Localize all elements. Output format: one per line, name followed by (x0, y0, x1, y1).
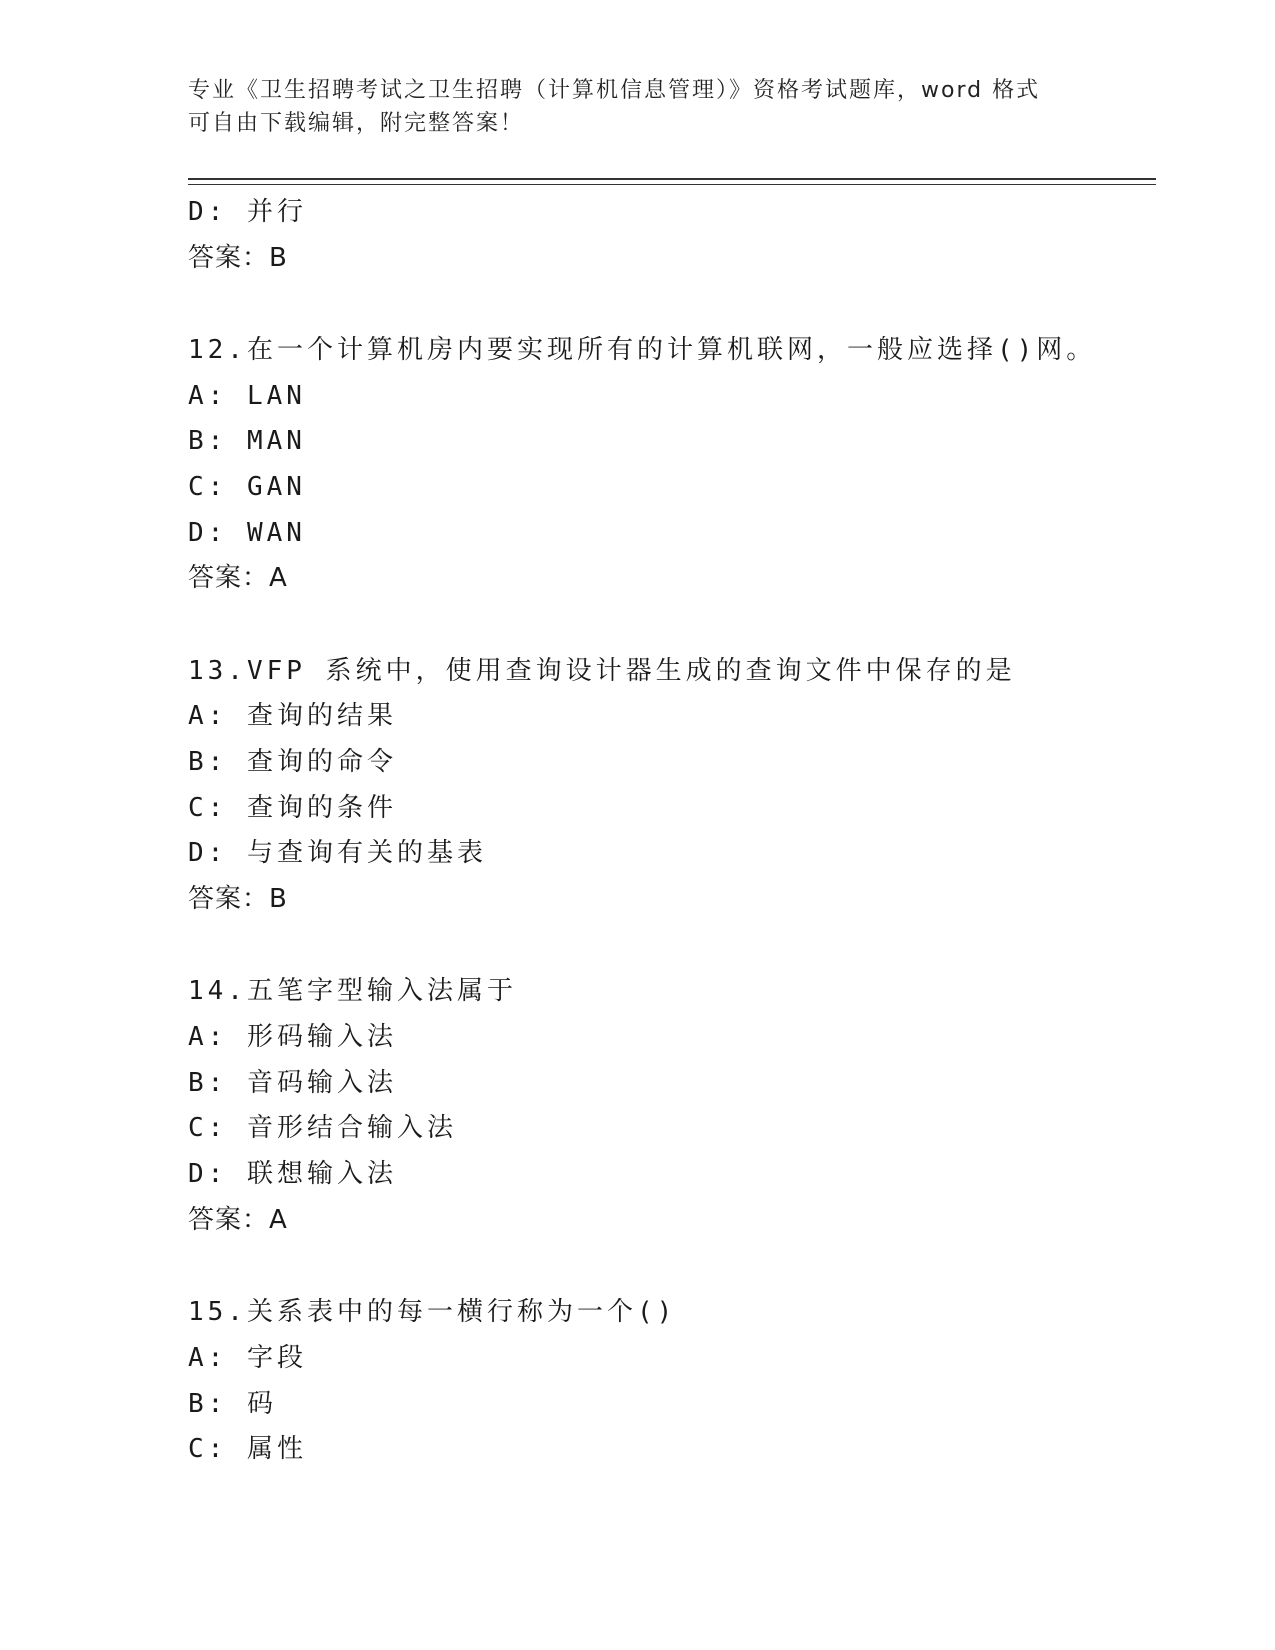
spacer (188, 923, 1148, 970)
option-b: B: MAN (188, 426, 306, 457)
option-d: D: 与查询有关的基表 (188, 838, 487, 869)
option-a: A: 查询的结果 (188, 701, 397, 732)
answer: 答案：B (188, 884, 288, 915)
header-rule-thin (188, 184, 1156, 185)
option-b: B: 查询的命令 (188, 747, 397, 778)
option-c: C: GAN (188, 472, 306, 503)
spacer (188, 1244, 1148, 1291)
question-12 (188, 328, 1148, 602)
option-d: D: WAN (188, 517, 306, 548)
question-stem: 12.在一个计算机房内要实现所有的计算机联网，一般应选择()网。 (188, 334, 1097, 365)
answer: 答案：A (188, 1204, 288, 1235)
question-13 (188, 649, 1148, 923)
option-a: A: 形码输入法 (188, 1022, 397, 1053)
question-14 (188, 969, 1148, 1243)
header-line-1: 专业《卫生招聘考试之卫生招聘（计算机信息管理）》资格考试题库，word 格式 (188, 78, 1041, 103)
question-stem: 13.VFP 系统中，使用查询设计器生成的查询文件中保存的是 (188, 655, 1016, 686)
answer: 答案：A (188, 563, 288, 594)
option-c: C: 音形结合输入法 (188, 1113, 457, 1144)
option-a: A: 字段 (188, 1342, 307, 1373)
option-b: B: 音码输入法 (188, 1067, 397, 1098)
option-d: D: 并行 (188, 197, 307, 227)
option-c: C: 查询的条件 (188, 792, 397, 823)
option-d: D: 联想输入法 (188, 1159, 397, 1190)
spacer (188, 602, 1148, 649)
option-b: B: 码 (188, 1388, 277, 1419)
option-a: A: LAN (188, 380, 306, 411)
option-c: C: 属性 (188, 1434, 307, 1465)
document-header (188, 74, 1088, 140)
spacer (188, 281, 1148, 328)
header-rule-thick (188, 178, 1156, 180)
question-list (188, 190, 1148, 1473)
answer: 答案：B (188, 242, 288, 273)
question-stem: 15.关系表中的每一横行称为一个() (188, 1297, 677, 1328)
question-15 (188, 1290, 1148, 1473)
question-stem: 14.五笔字型输入法属于 (188, 976, 517, 1007)
header-line-2: 可自由下载编辑，附完整答案！ (188, 111, 525, 136)
